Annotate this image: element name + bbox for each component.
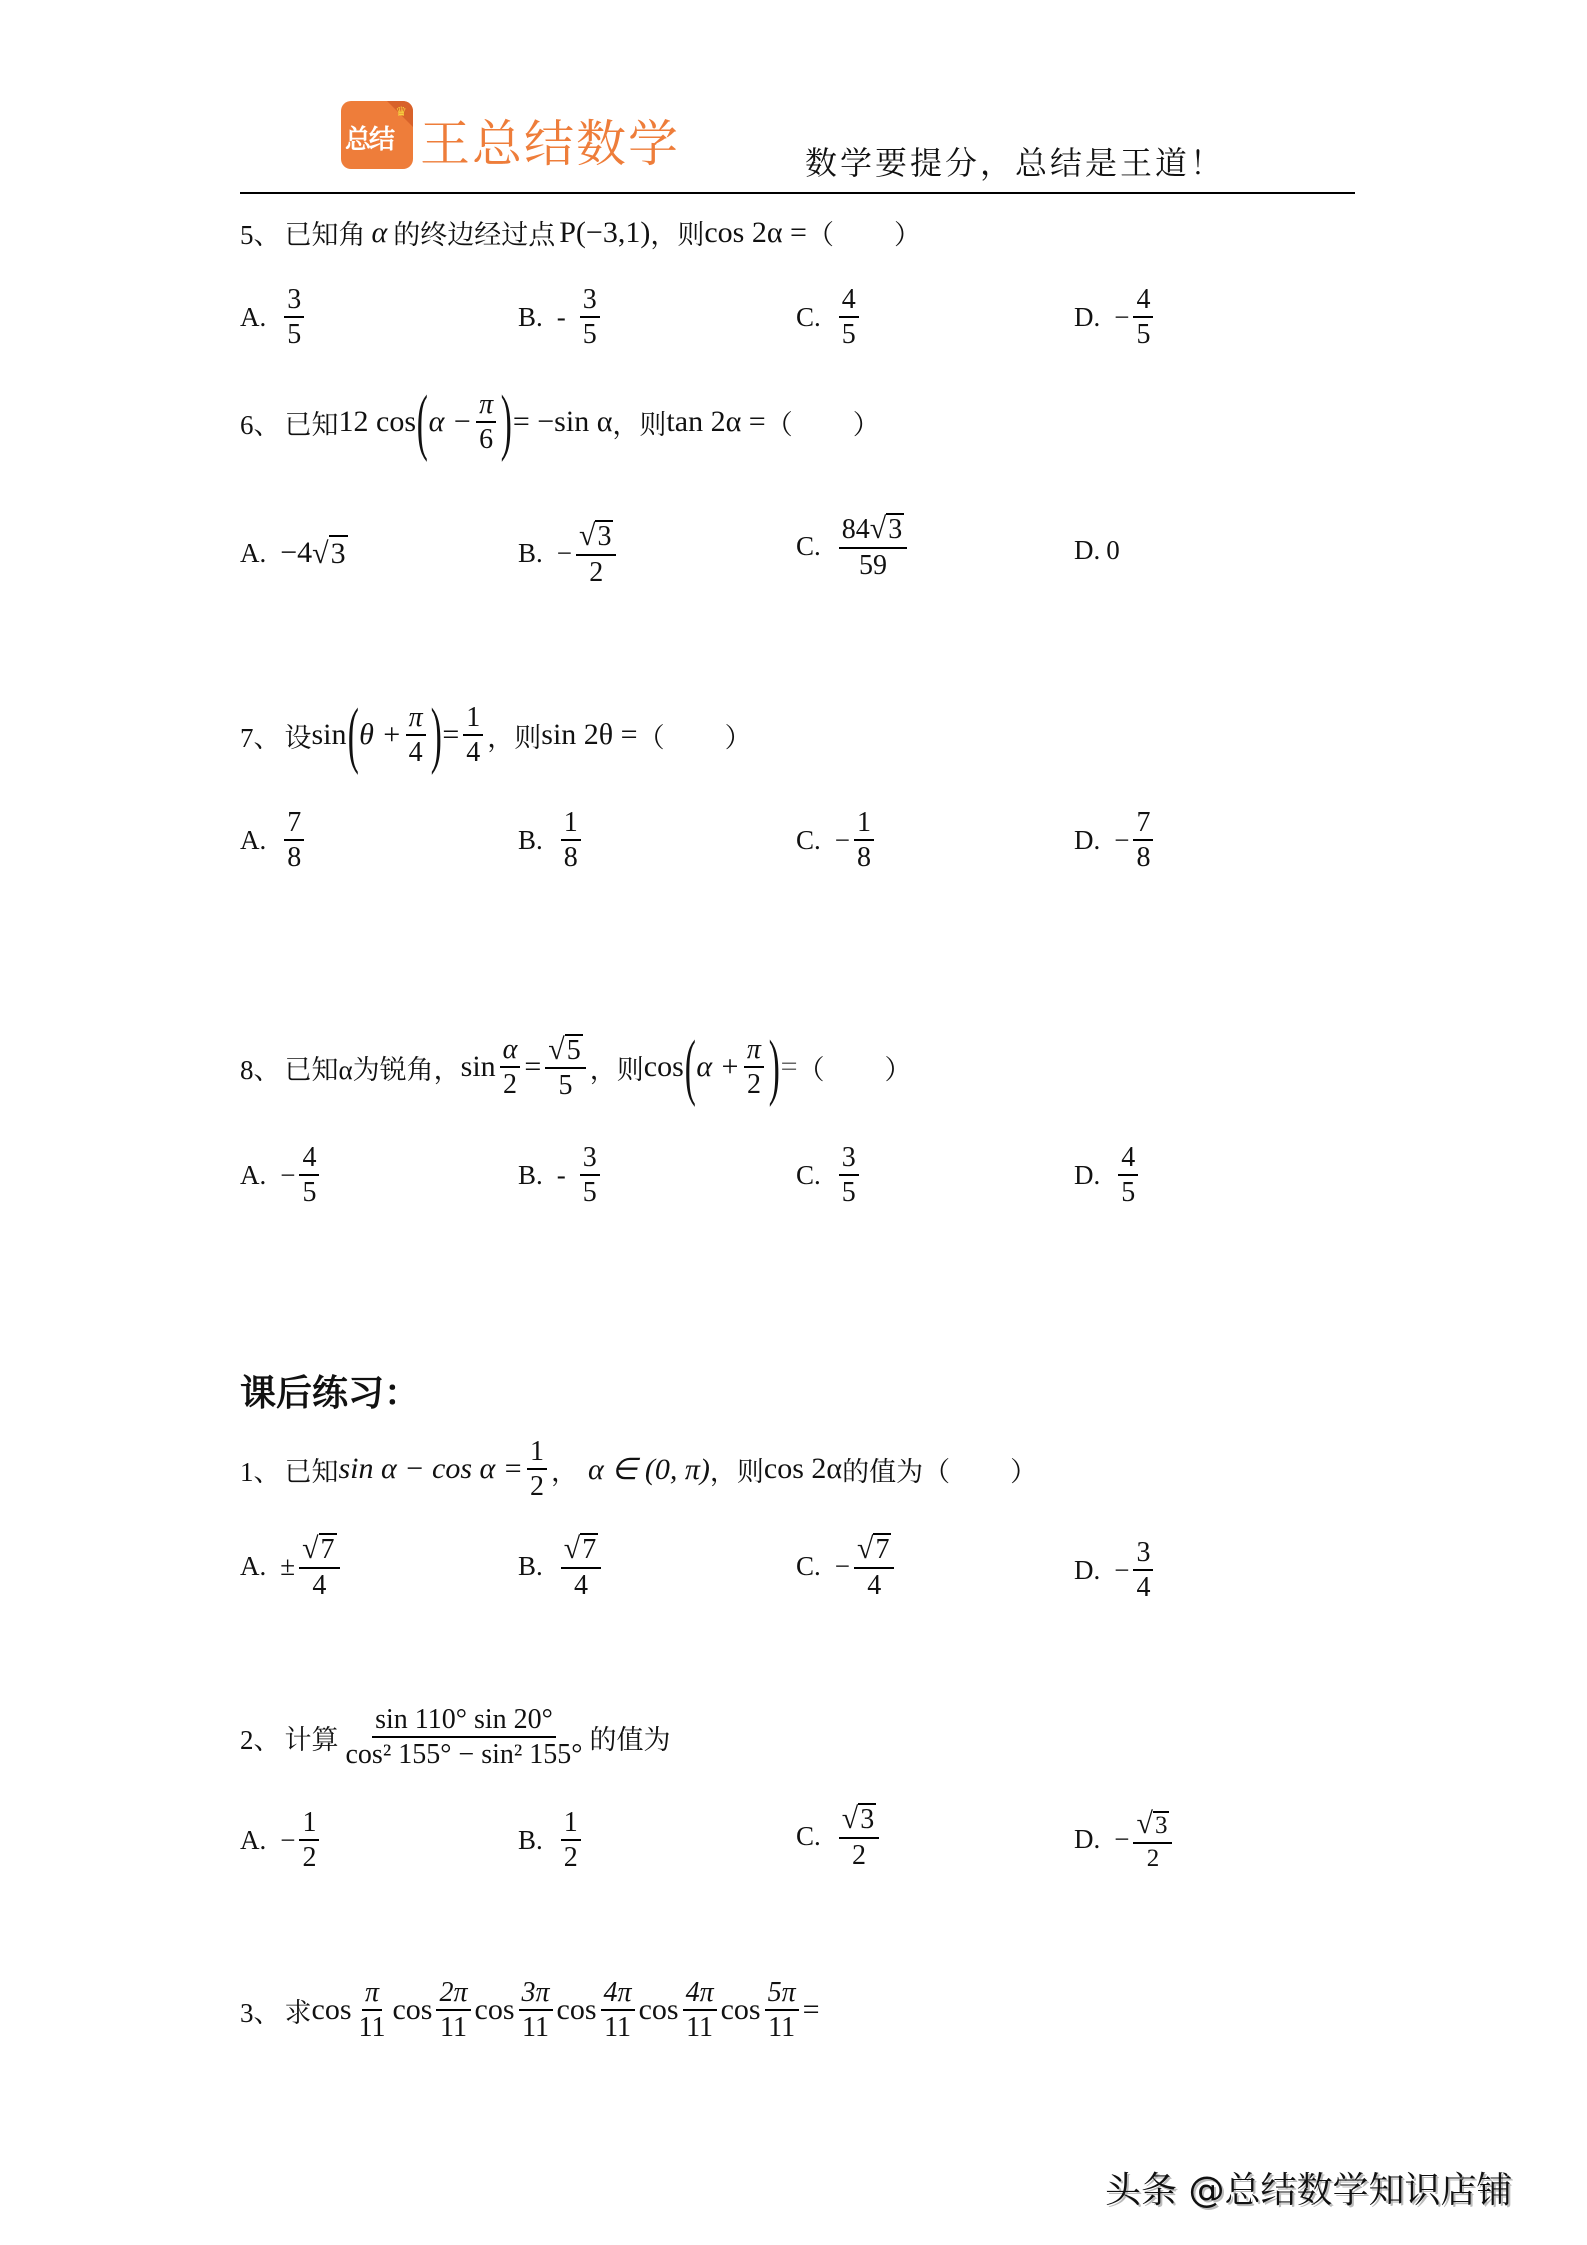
option-c[interactable] (796, 1143, 863, 1208)
fraction (1133, 285, 1153, 350)
numerator: 7 (1133, 808, 1153, 841)
numerator: α (500, 1035, 521, 1068)
logo-badge-text: 总结 (345, 125, 394, 155)
option-sign: − (556, 537, 572, 568)
fraction (284, 808, 304, 873)
denominator: 4 (312, 1569, 327, 1601)
denominator: 5 (287, 319, 302, 351)
right-paren: ) (430, 694, 442, 776)
denominator: 4 (408, 737, 423, 768)
option-value: −4 (280, 536, 313, 569)
numerator: √ 5 (545, 1034, 585, 1070)
stem-text: ，则 (650, 220, 705, 250)
numerator: sin 110° sin 20° (372, 1705, 556, 1738)
radicand: 3 (597, 521, 612, 553)
answer-paren-open: （ (797, 1054, 825, 1085)
fraction (1118, 1143, 1138, 1208)
homework-section-title: 课后练习： (240, 1372, 421, 1414)
option-d[interactable] (1074, 1808, 1176, 1872)
numerator: 3 (284, 285, 304, 318)
option-d[interactable] (1074, 1538, 1157, 1603)
question-number: 3、 (240, 1997, 281, 2028)
homework-question-1 (240, 1437, 1037, 1502)
denominator: 2 (529, 1471, 544, 1503)
watermark: 头条 @总结数学知识店铺 (1105, 2170, 1513, 2211)
radicand: 7 (320, 1534, 335, 1566)
math-cos: cos (392, 1993, 433, 2027)
fraction (356, 1978, 389, 2043)
denominator: 2 (589, 556, 604, 588)
denominator: cos² 155° − sin² 155° (345, 1739, 583, 1771)
numerator: π (744, 1035, 764, 1068)
coefficient: 84 (841, 514, 870, 546)
option-label: B. (518, 1159, 543, 1190)
math-expression: α + (696, 1050, 740, 1083)
denominator: 5 (558, 1070, 573, 1102)
option-d[interactable] (1074, 285, 1157, 350)
math-expression: cos (643, 1050, 684, 1083)
numerator: π (362, 1978, 382, 2011)
option-c[interactable] (796, 513, 911, 580)
option-sign: - (556, 1159, 566, 1190)
option-c[interactable] (796, 1803, 883, 1870)
denominator: 2 (563, 1842, 578, 1874)
fraction (519, 1978, 553, 2043)
option-c[interactable] (796, 285, 863, 350)
radicand: 3 (1154, 1812, 1168, 1840)
option-sign: − (280, 1824, 296, 1855)
denominator: 5 (841, 1177, 856, 1209)
header-divider (240, 192, 1355, 194)
fraction (1133, 1808, 1172, 1872)
option-label: C. (796, 1159, 821, 1190)
question-number: 5、 (240, 220, 281, 250)
denominator: 5 (302, 1177, 317, 1209)
math-equals: = (442, 718, 460, 751)
option-label: B. (518, 1824, 543, 1855)
numerator: √ 3 (1133, 1808, 1172, 1844)
fraction (839, 285, 859, 350)
fraction (765, 1978, 799, 2043)
numerator: 1 (463, 703, 483, 736)
option-label: B. (518, 824, 543, 855)
option-a[interactable] (240, 1533, 344, 1600)
stem-text: 求 (284, 1997, 312, 2028)
numerator: √ 3 (839, 1803, 879, 1839)
answer-paren-open: （ (806, 220, 834, 250)
question-number: 1、 (240, 1456, 281, 1487)
numerator: 3 (580, 285, 600, 318)
option-label: A. (240, 1824, 267, 1855)
stem-text: ，则 (589, 1054, 644, 1085)
numerator: 5π (765, 1978, 799, 2011)
right-paren: ) (768, 1026, 780, 1108)
right-paren: ) (500, 381, 513, 463)
fraction (545, 1034, 585, 1101)
answer-paren-close: ） (893, 220, 921, 250)
denominator: 4 (466, 737, 481, 768)
denominator: 5 (1121, 1177, 1136, 1209)
option-d[interactable] (1074, 535, 1120, 566)
fraction (854, 808, 874, 873)
denominator: 8 (563, 842, 578, 874)
fraction (299, 1143, 319, 1208)
radicand: 3 (888, 514, 903, 546)
radicand: 7 (582, 1534, 597, 1566)
fraction (561, 808, 581, 873)
math-cos: cos (311, 1993, 352, 2027)
brand-logo-badge (341, 101, 413, 169)
fraction (500, 1035, 521, 1100)
fraction (839, 1143, 859, 1208)
denominator: 5 (582, 319, 597, 351)
sqrt (312, 535, 347, 571)
fraction (580, 1143, 600, 1208)
option-value: 0 (1106, 535, 1120, 565)
question-number: 2、 (240, 1724, 281, 1755)
answer-paren-close: ） (884, 1054, 912, 1085)
fraction (527, 1437, 547, 1502)
fraction (580, 285, 600, 350)
question-number: 8、 (240, 1054, 281, 1085)
fraction (854, 1533, 894, 1600)
math-expression: α − (428, 405, 473, 438)
numerator: 1 (561, 808, 581, 841)
option-b[interactable] (518, 520, 620, 587)
denominator: 4 (574, 1569, 588, 1601)
crown-icon: ♛ (395, 105, 407, 120)
option-label: C. (796, 301, 821, 332)
option-label: A. (240, 301, 267, 332)
option-b[interactable] (518, 808, 585, 873)
numerator: 3 (1133, 1538, 1153, 1571)
fraction (299, 1808, 319, 1873)
option-label: D. (1074, 535, 1101, 565)
stem-text: 已知α为锐角， (284, 1054, 461, 1085)
math-expression: θ + (359, 718, 402, 751)
fraction (476, 390, 496, 455)
radicand: 3 (330, 537, 346, 570)
option-b[interactable] (518, 285, 604, 350)
math-expression: cos 2α = (704, 215, 807, 249)
fraction (463, 703, 483, 768)
option-label: A. (240, 824, 267, 855)
option-label: C. (796, 1550, 821, 1581)
option-label: B. (518, 301, 543, 332)
numerator: √ 7 (854, 1533, 894, 1569)
option-a[interactable] (240, 1143, 323, 1208)
numerator: 4π (683, 1978, 717, 2011)
numerator: 84 √ 3 (839, 513, 907, 549)
fraction (601, 1978, 635, 2043)
numerator: 4 (1133, 285, 1153, 318)
option-sign: − (1114, 1824, 1130, 1855)
fraction (343, 1705, 586, 1770)
option-sign: − (1114, 1554, 1130, 1585)
answer-paren-open: （ (765, 409, 793, 440)
math-expression: sin (460, 1050, 496, 1083)
stem-text: ， (550, 1456, 578, 1487)
fraction (406, 703, 426, 768)
numerator: 4 (1118, 1143, 1138, 1176)
answer-paren-open: （ (923, 1456, 951, 1487)
option-label: B. (518, 1550, 543, 1581)
denominator: 6 (479, 424, 494, 455)
numerator: 1 (527, 1437, 547, 1470)
denominator: 4 (867, 1569, 882, 1601)
numerator: 1 (299, 1808, 319, 1841)
denominator: 11 (768, 2012, 796, 2044)
question-6 (240, 381, 880, 463)
denominator: 59 (859, 549, 887, 581)
option-label: C. (796, 824, 821, 855)
fraction (744, 1035, 764, 1100)
math-expression: = −sin α (512, 405, 613, 438)
question-7 (240, 694, 752, 776)
numerator: 3π (519, 1978, 553, 2011)
option-a[interactable] (240, 808, 308, 873)
denominator: 5 (841, 319, 856, 351)
numerator: 3 (839, 1143, 859, 1176)
numerator: 4π (601, 1978, 635, 2011)
math-alpha: α (371, 215, 388, 249)
stem-text: 已知角 (284, 220, 366, 250)
numerator: 3 (580, 1143, 600, 1176)
denominator: 8 (287, 842, 302, 874)
option-d[interactable] (1074, 1143, 1142, 1208)
fraction (284, 285, 304, 350)
math-cos: cos (638, 1993, 679, 2027)
homework-question-2 (240, 1705, 670, 1770)
option-label: D. (1074, 824, 1101, 855)
option-sign: − (834, 824, 850, 855)
fraction (839, 513, 907, 580)
numerator: 2π (436, 1978, 470, 2011)
denominator: 2 (503, 1069, 518, 1100)
question-5 (240, 213, 921, 252)
option-a[interactable] (240, 1808, 323, 1873)
denominator: 11 (604, 2012, 632, 2044)
numerator: 4 (299, 1143, 319, 1176)
radicand: 7 (875, 1534, 890, 1566)
denominator: 2 (302, 1842, 317, 1874)
numerator: 1 (854, 808, 874, 841)
math-expression: α ∈ (0, π) (587, 1452, 710, 1486)
numerator: 1 (561, 1808, 581, 1841)
denominator: 2 (852, 1839, 866, 1871)
option-c[interactable] (796, 808, 878, 873)
left-paren: ( (684, 1026, 696, 1108)
denominator: 2 (746, 1069, 761, 1100)
option-sign: ± (280, 1550, 296, 1581)
numerator: 4 (839, 285, 859, 318)
option-b[interactable] (518, 1533, 605, 1600)
math-cos: cos (720, 1993, 761, 2027)
question-number: 6、 (240, 409, 281, 440)
numerator: √ 7 (299, 1533, 339, 1569)
numerator: π (406, 703, 426, 736)
math-expression: cos 2α (763, 1452, 843, 1486)
math-cos: cos (474, 1993, 515, 2027)
math-expression: sin 2θ = (541, 718, 638, 751)
option-label: A. (240, 1159, 267, 1190)
option-sign: − (834, 1550, 850, 1581)
answer-paren-open: （ (637, 722, 665, 753)
slogan: 数学要提分，总结是王道！ (805, 144, 1226, 182)
stem-text: 的终边经过点 (393, 220, 556, 250)
math-expression: 12 cos (338, 405, 416, 438)
option-label: C. (796, 1820, 821, 1851)
option-b[interactable] (518, 1143, 604, 1208)
fraction (436, 1978, 470, 2043)
option-sign: − (280, 1159, 296, 1190)
stem-text: ，则 (709, 1456, 764, 1487)
denominator: 11 (686, 2012, 714, 2044)
question-8 (240, 1026, 912, 1108)
option-label: A. (240, 1550, 267, 1581)
numerator: √ 7 (561, 1533, 601, 1569)
option-sign: − (1114, 824, 1130, 855)
math-expression: tan 2α = (666, 405, 766, 438)
brand-name: 王总结数学 (420, 115, 680, 173)
option-b[interactable] (518, 1808, 585, 1873)
fraction (299, 1533, 339, 1600)
option-sign: - (556, 301, 566, 332)
stem-text: 已知 (284, 409, 339, 440)
stem-text: 计算 (284, 1724, 339, 1755)
denominator: 5 (1136, 319, 1151, 351)
numerator: π (476, 390, 496, 423)
fraction (683, 1978, 717, 2043)
math-equals: = (802, 1993, 820, 2027)
option-label: A. (240, 537, 267, 568)
fraction (1133, 808, 1153, 873)
option-a[interactable] (240, 535, 348, 571)
option-label: C. (796, 530, 821, 561)
math-expression: sin (311, 718, 347, 751)
option-a[interactable] (240, 285, 308, 350)
option-label: B. (518, 537, 543, 568)
radicand: 5 (566, 1034, 581, 1066)
homework-question-3 (240, 1978, 820, 2043)
math-expression: sin α − cos α = (338, 1452, 523, 1486)
fraction (1133, 1538, 1153, 1603)
fraction (561, 1533, 601, 1600)
option-sign: − (1114, 301, 1130, 332)
option-label: D. (1074, 1159, 1101, 1190)
stem-text: 已知 (284, 1456, 339, 1487)
option-label: D. (1074, 301, 1101, 332)
math-equals: = (780, 1050, 798, 1083)
denominator: 11 (440, 2012, 467, 2044)
stem-text: 设 (284, 722, 312, 753)
question-number: 7、 (240, 722, 281, 753)
math-cos: cos (556, 1993, 597, 2027)
math-equals: = (524, 1050, 542, 1083)
radicand: 3 (860, 1804, 875, 1836)
denominator: 8 (857, 842, 871, 874)
answer-paren-close: ） (1010, 1456, 1038, 1487)
answer-paren-close: ） (852, 409, 880, 440)
answer-paren-close: ） (724, 722, 752, 753)
left-paren: ( (347, 694, 359, 776)
denominator: 11 (522, 2012, 549, 2044)
option-label: D. (1074, 1824, 1101, 1855)
option-label: D. (1074, 1554, 1101, 1585)
denominator: 5 (582, 1177, 597, 1209)
numerator: √ 3 (576, 520, 616, 556)
left-paren: ( (416, 381, 428, 463)
denominator: 4 (1136, 1572, 1151, 1604)
denominator: 11 (358, 2012, 386, 2044)
option-d[interactable] (1074, 808, 1157, 873)
denominator: 8 (1136, 842, 1151, 874)
fraction (561, 1808, 581, 1873)
stem-text: 的值为 (589, 1724, 671, 1755)
fraction (576, 520, 616, 587)
denominator: 2 (1146, 1844, 1160, 1872)
stem-text: ，则 (487, 722, 542, 753)
math-point: P(−3,1) (559, 215, 651, 249)
fraction (839, 1803, 879, 1870)
option-c[interactable] (796, 1533, 898, 1600)
stem-text: ，则 (612, 409, 667, 440)
stem-text: 的值为 (842, 1456, 924, 1487)
radical-sign: √ (312, 537, 329, 570)
numerator: 7 (284, 808, 304, 841)
